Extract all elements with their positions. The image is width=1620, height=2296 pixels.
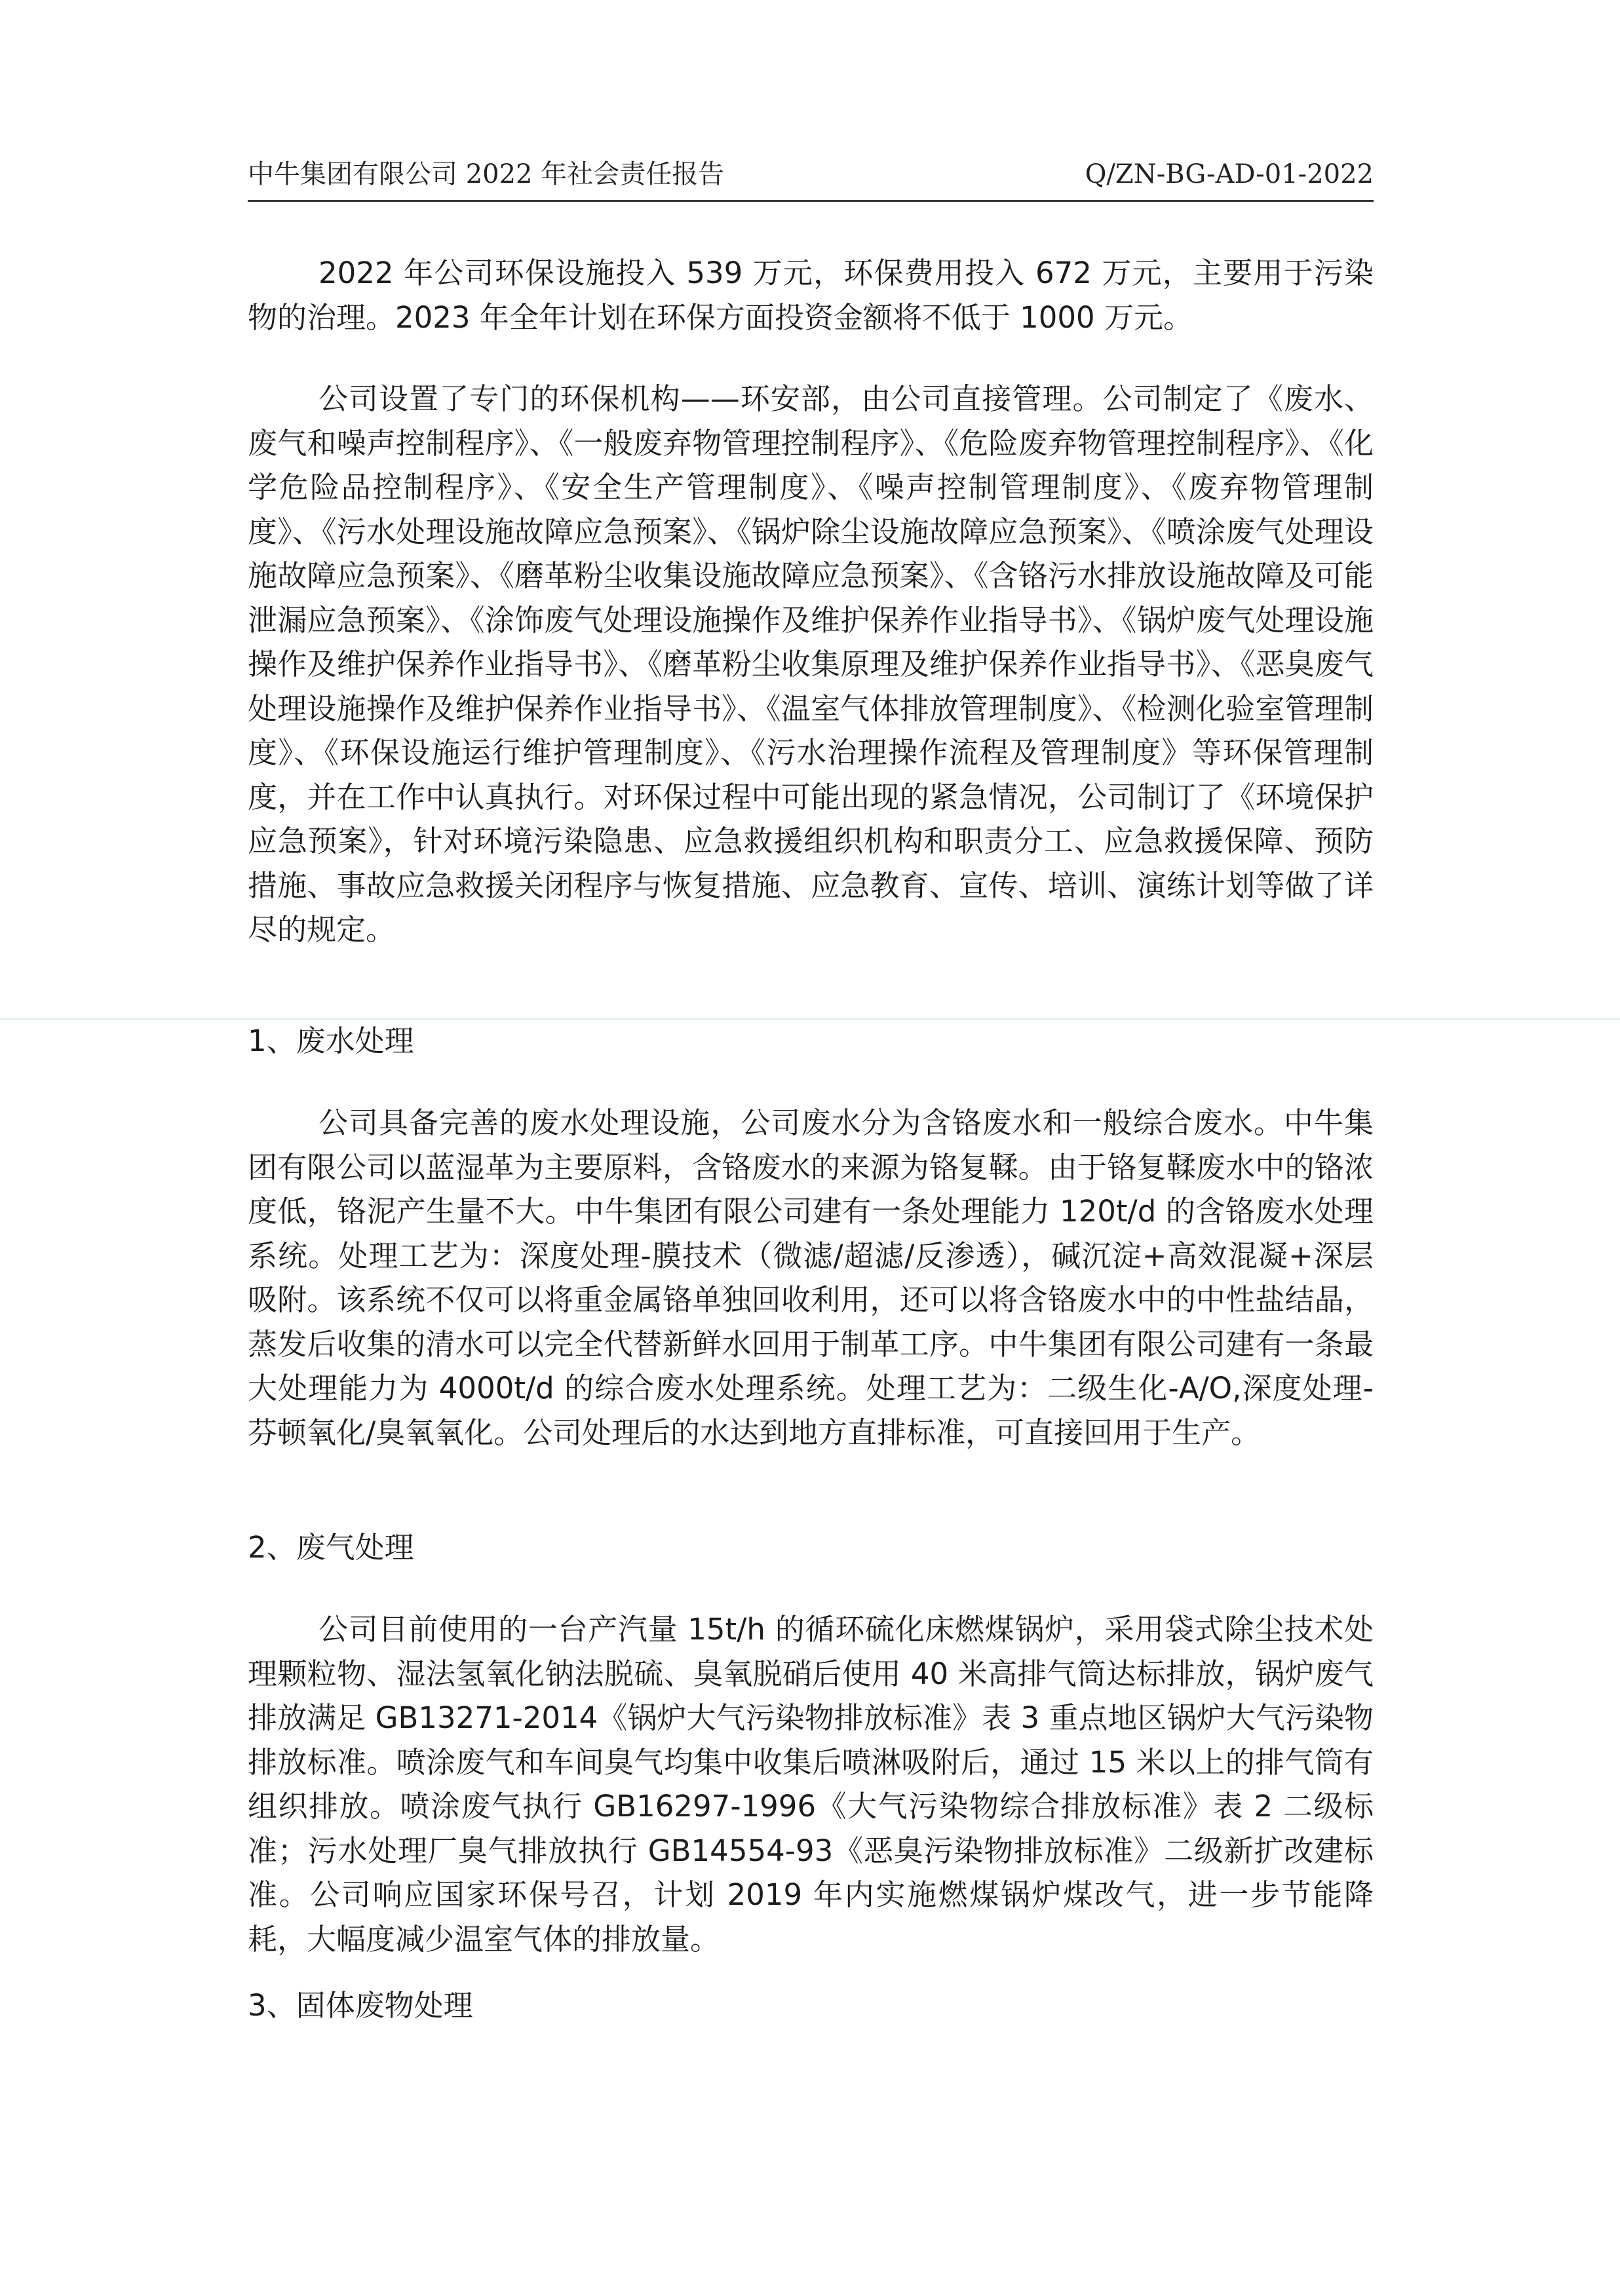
header-divider [248,200,1374,202]
paragraph-organization: 公司设置了专门的环保机构——环安部，由公司直接管理。公司制定了《废水、废气和噪声控制程序》、《一般废弃物管理控制程序》、《危险废弃物管理控制程序》、《化学危险品控制程序》、《安全生产管理制度》、《噪声控制管理制度》、《废弃物管理制度》、《污水处理设施故障应急预案》、《锅炉除尘设施故障应急预案》、《喷涂废气处理设施故障应急预案》、《磨革粉尘收集设施故障应急预案》、《含铬污水排放设施故障及可能泄漏应急预案》、《涂饰废气处理设施操作及维护保养作业指导书》、《锅炉废气处理设施操作及维护保养作业指导书》、《磨革粉尘收集原理及维护保养作业指导书》、《恶臭废气处理设施操作及维护保养作业指导书》、《温室气体排放管理制度》、《检测化验室管理制度》、《环保设施运行维护管理制度》、《污水治理操作流程及管理制度》等环保管理制度，并在工作中认真执行。对环保过程中可能出现的紧急情况，公司制订了《环境保护应急预案》，针对环境污染隐患、应急救援组织机构和职责分工、应急救援保障、预防措施、事故应急救援关闭程序与恢复措施、应急教育、宣传、培训、演练计划等做了详尽的规定。 [248,381,1374,947]
section-heading-exhaust: 2、废气处理 [248,1530,414,1565]
page-header [248,156,1374,193]
document-code: Q/ZN-BG-AD-01-2022 [1085,159,1374,189]
paragraph-wastewater: 公司具备完善的废水处理设施，公司废水分为含铬废水和一般综合废水。中牛集团有限公司以蓝湿革为主要原料，含铬废水的来源为铬复鞣。由于铬复鞣废水中的铬浓度低，铬泥产生量不大。中牛集团有限公司建有一条处理能力 120t/d 的含铬废水处理系统。处理工艺为：深度处理-膜技术（微滤/超滤/反渗透），碱沉淀+高效混凝+深层吸附。该系统不仅可以将重金属铬单独回收利用，还可以将含铬废水中的中性盐结晶，蒸发后收集的清水可以完全代替新鲜水回用于制革工序。中牛集团有限公司建有一条最大处理能力为 4000t/d 的综合废水处理系统。处理工艺为：二级生化-A/O,深度处理-芬顿氧化/臭氧氧化。公司处理后的水达到地方直排标准，可直接回用于生产。 [248,1105,1374,1450]
section-heading-wastewater: 1、废水处理 [248,1024,414,1058]
paragraph-investment: 2022 年公司环保设施投入 539 万元，环保费用投入 672 万元，主要用于污染物的治理。2023 年全年计划在环保方面投资金额将不低于 1000 万元。 [248,256,1374,335]
paragraph-exhaust: 公司目前使用的一台产汽量 15t/h 的循环硫化床燃煤锅炉，采用袋式除尘技术处理颗粒物、湿法氢氧化钠法脱硫、臭氧脱硝后使用 40 米高排气筒达标排放，锅炉废气排放满足 GB13271-2014《锅炉大气污染物排放标准》表 3 重点地区锅炉大气污染物排放标准。喷涂废气和车间臭气均集中收集后喷淋吸附后，通过 15 米以上的排气筒有组织排放。喷涂废气执行 GB16297-1996《大气污染物综合排放标准》表 2 二级标准；污水处理厂臭气排放执行 GB14554-93《恶臭污染物排放标准》二级新扩改建标准。公司响应国家环保号召，计划 2019 年内实施燃煤锅炉煤改气，进一步节能降耗，大幅度减少温室气体的排放量。 [248,1612,1374,1957]
report-title: 中牛集团有限公司 2022 年社会责任报告 [248,159,725,189]
section-heading-solid-waste: 3、固体废物处理 [248,1988,473,2023]
